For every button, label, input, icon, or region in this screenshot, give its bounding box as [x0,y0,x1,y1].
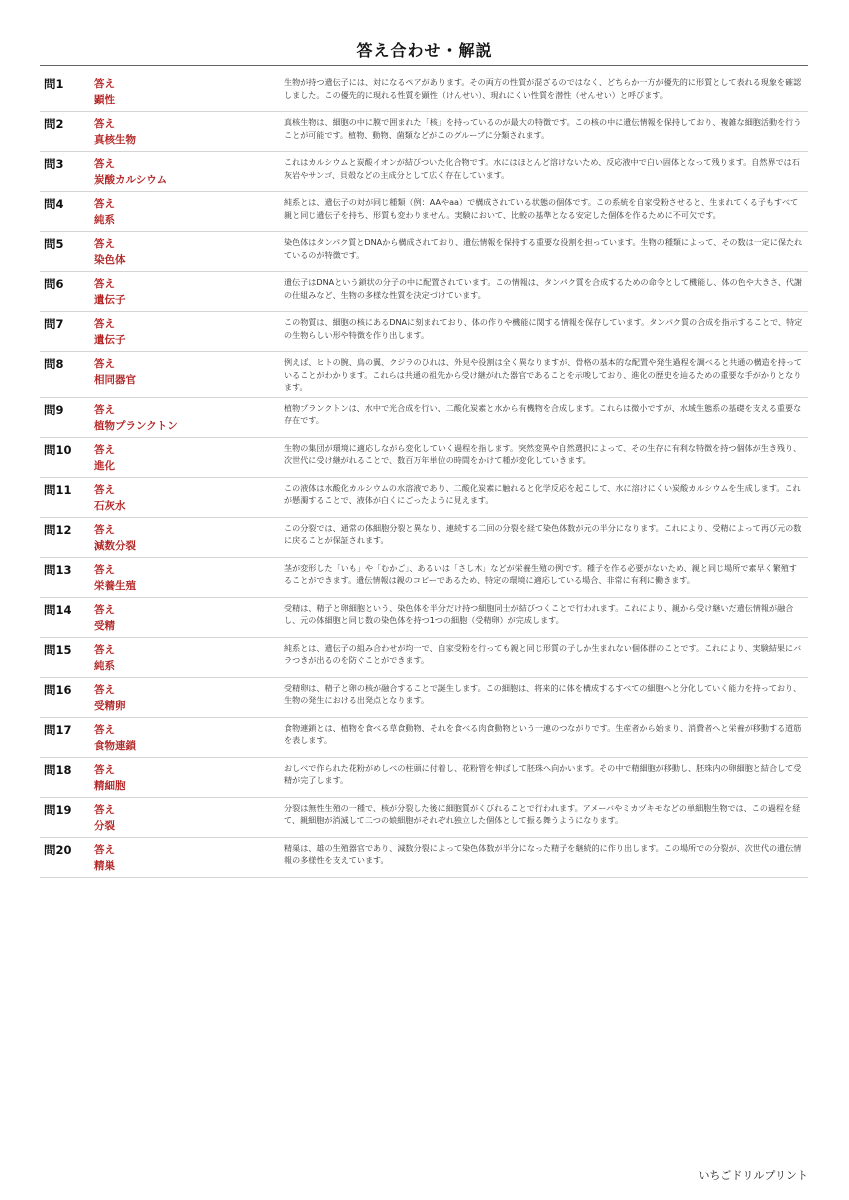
answer-label: 答え [94,563,115,576]
answer-label: 答え [94,603,115,616]
answer-label: 答え [94,358,115,370]
answer-cell [94,316,284,348]
answer-value: 分裂 [94,819,115,832]
explanation-text: 精巣は、雄の生殖器官であり、減数分裂によって染色体数が半分になった精子を継続的に作り出します。この場所での分裂が、次世代の遺伝情報の多様性を支えています。 [284,842,802,866]
title-divider [40,65,808,66]
explanation-text: この液体は水酸化カルシウムの水溶液であり、二酸化炭素に触れると化学反応を起こして、水に溶けにくい炭酸カルシウムを生成します。これが懸濁することで、液体が白くにごったように見えます。 [284,482,801,506]
answer-value: 真核生物 [94,134,136,146]
answer-value: 精巣 [94,859,115,872]
answer-cell [94,602,284,634]
answer-row [40,352,808,398]
answer-cell [94,802,284,834]
explanation-text: 分裂は無性生殖の一種で、核が分裂した後に細胞質がくびれることで行われます。アメーバやミカヅキモなどの単細胞生物では、この過程を経て、親細胞が消滅して二つの娘細胞がそれぞれ独立した個体として振る舞うようになります。 [284,802,801,826]
answer-label: 答え [94,198,115,210]
answer-cell [94,402,284,434]
explanation-text: 受精卵は、精子と卵の核が融合することで誕生します。この細胞は、将来的に体を構成するすべての細胞へと分化していく能力を持っており、生物の発生における出発点となります。 [284,682,802,706]
answer-value: 精細胞 [94,779,126,792]
answer-row [40,398,808,438]
question-number: 問7 [44,317,64,331]
explanation-text: 生物の集団が環境に適応しながら変化していく過程を指します。突然変異や自然選択によって、その生存に有利な特徴を持つ個体が生き残り、次世代に受け継がれることで、数百万年単位の時間をかけて種が変化していきます。 [284,442,802,466]
answer-label: 答え [94,278,115,290]
question-number: 問3 [44,157,64,171]
answer-cell [94,682,284,714]
answer-row [40,112,808,152]
answer-value: 受精卵 [94,699,126,712]
question-number: 問17 [44,722,72,737]
question-number: 問8 [44,357,64,371]
answer-cell [94,762,284,794]
question-number: 問15 [44,642,72,657]
answer-row [40,232,808,272]
answer-value: 栄養生殖 [94,579,136,592]
explanation-text: 遺伝子はDNAという鎖状の分子の中に配置されています。この情報は、タンパク質を合成するための命令として機能し、体の色や大きさ、代謝の仕組みなど、生物の多様な性質を決定づけています。 [284,277,803,300]
question-number: 問2 [44,117,64,131]
answer-row [40,758,808,798]
answer-cell [94,156,284,188]
answer-row [40,718,808,758]
answer-label: 答え [94,683,115,696]
explanation-text: 食物連鎖とは、植物を食べる草食動物、それを食べる肉食動物という一連のつながりです。生産者から始まり、消費者へと栄養が移動する道筋を表します。 [284,722,802,746]
answer-value: 減数分裂 [94,539,136,552]
answer-cell [94,722,284,754]
answer-row [40,678,808,718]
answer-list [40,72,808,878]
question-number: 問11 [44,482,72,497]
answer-cell [94,442,284,474]
answer-value: 純系 [94,659,115,672]
answer-value: 染色体 [94,254,126,266]
question-number: 問13 [44,562,72,577]
footer-brand: いちごドリルプリント [698,1169,808,1182]
answer-label: 答え [94,723,115,736]
explanation-text: 純系とは、遺伝子の対が同じ種類（例：AAやaa）で構成されている状態の個体です。この系統を自家受粉させると、生まれてくる子もすべて親と同じ遺伝子を持ち、形質も変わりません。実験において、比較の基準となる安定した個体を作るために不可欠です。 [284,197,799,220]
answer-value: 相同器官 [94,374,136,386]
explanation-text: 茎が変形した「いも」や「むかご」、あるいは「さし木」などが栄養生殖の例です。種子を作る必要がないため、親と同じ場所で素早く繁殖することができます。遺伝情報は親のコピーであるため、特定の環境に適応している場合、非常に有利に働きます。 [284,562,797,586]
explanation-text: 純系とは、遺伝子の組み合わせが均一で、自家受粉を行っても親と同じ形質の子しか生まれない個体群のことです。これにより、実験結果にバラつきが出るのを防ぐことができます。 [284,642,802,666]
answer-cell [94,236,284,268]
answer-label: 答え [94,643,115,656]
answer-cell [94,196,284,228]
answer-row [40,192,808,232]
answer-label: 答え [94,443,115,456]
explanation-text: 受精は、精子と卵細胞という、染色体を半分だけ持つ細胞同士が結びつくことで行われます。これにより、親から受け継いだ遺伝情報が融合し、元の体細胞と同じ数の染色体を持つ1つの細胞（受精卵）が完成します。 [284,602,794,626]
answer-value: 受精 [94,619,115,632]
answer-value: 遺伝子 [94,334,126,346]
explanation-text: この物質は、細胞の核にあるDNAに刻まれており、体の作りや機能に関する情報を保存しています。タンパク質の合成を指示することで、特定の生物らしい形や特徴を作り出します。 [284,317,803,340]
answer-label: 答え [94,523,115,536]
answer-cell [94,276,284,308]
answer-cell [94,356,284,394]
answer-label: 答え [94,403,115,416]
question-number: 問10 [44,442,72,457]
question-number: 問12 [44,522,72,537]
answer-cell [94,76,284,108]
question-number: 問20 [44,842,72,857]
answer-row [40,438,808,478]
answer-row [40,638,808,678]
answer-row [40,798,808,838]
answer-label: 答え [94,803,115,816]
explanation-text: 生物が持つ遺伝子には、対になるペアがあります。その両方の性質が混ざるのではなく、どちらか一方が優先的に形質として表れる現象を確認しました。この優先的に現れる性質を顕性（けんせい）、現れにくい性質を潜性（せんせい）と呼びます。 [284,77,802,100]
answer-value: 食物連鎖 [94,739,136,752]
answer-row [40,558,808,598]
answer-value: 純系 [94,214,115,226]
explanation-text: この分裂では、通常の体細胞分裂と異なり、連続する二回の分裂を経て染色体数が元の半分になります。これにより、受精によって再び元の数に戻ることが保証されます。 [284,522,802,546]
answer-cell [94,482,284,514]
answer-row [40,72,808,112]
answer-cell [94,562,284,594]
answer-row [40,272,808,312]
answer-row [40,152,808,192]
question-number: 問9 [44,402,64,417]
question-number: 問6 [44,277,64,291]
question-number: 問16 [44,682,72,697]
explanation-text: 植物プランクトンは、水中で光合成を行い、二酸化炭素と水から有機物を合成します。これらは微小ですが、水域生態系の基礎を支える重要な存在です。 [284,402,802,426]
answer-value: 顕性 [94,94,115,106]
explanation-text: 例えば、ヒトの腕、鳥の翼、クジラのひれは、外見や役割は全く異なりますが、骨格の基本的な配置や発生過程を調べると共通の構造を持っていることがわかります。これらは共通の祖先から受け継がれた器官であることを示唆しており、進化の歴史を辿るための重要な手がかりとなります。 [284,357,803,393]
explanation-text: おしべで作られた花粉がめしべの柱頭に付着し、花粉管を伸ばして胚珠へ向かいます。その中で精細胞が移動し、胚珠内の卵細胞と結合して受精が完了します。 [284,762,802,786]
question-number: 問5 [44,237,64,251]
question-number: 問19 [44,802,72,817]
answer-label: 答え [94,763,115,776]
question-number: 問1 [44,77,64,91]
answer-label: 答え [94,118,115,130]
answer-value: 炭酸カルシウム [94,174,168,186]
answer-row [40,312,808,352]
answer-cell [94,116,284,148]
answer-value: 植物プランクトン [94,419,178,432]
answer-cell [94,522,284,554]
answer-label: 答え [94,843,115,856]
explanation-text: 真核生物は、細胞の中に膜で囲まれた「核」を持っているのが最大の特徴です。この核の中に遺伝情報を保持しており、複雑な細胞活動を行うことが可能です。植物、動物、菌類などがこのグループに分類されます。 [284,117,802,140]
question-number: 問4 [44,197,64,211]
answer-value: 遺伝子 [94,294,126,306]
answer-row [40,838,808,878]
answer-cell [94,842,284,874]
answer-row [40,518,808,558]
answer-value: 進化 [94,459,115,472]
question-number: 問18 [44,762,72,777]
answer-label: 答え [94,238,115,250]
answer-label: 答え [94,158,115,170]
page-title: 答え合わせ・解説 [356,41,493,60]
explanation-text: 染色体はタンパク質とDNAから構成されており、遺伝情報を保持する重要な役割を担っています。生物の種類によって、その数は一定に保たれているのが特徴です。 [284,237,803,260]
answer-label: 答え [94,483,115,496]
answer-row [40,478,808,518]
answer-cell [94,642,284,674]
answer-value: 石灰水 [94,499,126,512]
answer-label: 答え [94,318,115,330]
answer-row [40,598,808,638]
answer-label: 答え [94,78,115,90]
explanation-text: これはカルシウムと炭酸イオンが結びついた化合物です。水にはほとんど溶けないため、反応液中で白い固体となって残ります。自然界では石灰岩やサンゴ、貝殻などの主成分として広く存在しています。 [284,157,800,180]
question-number: 問14 [44,602,72,617]
